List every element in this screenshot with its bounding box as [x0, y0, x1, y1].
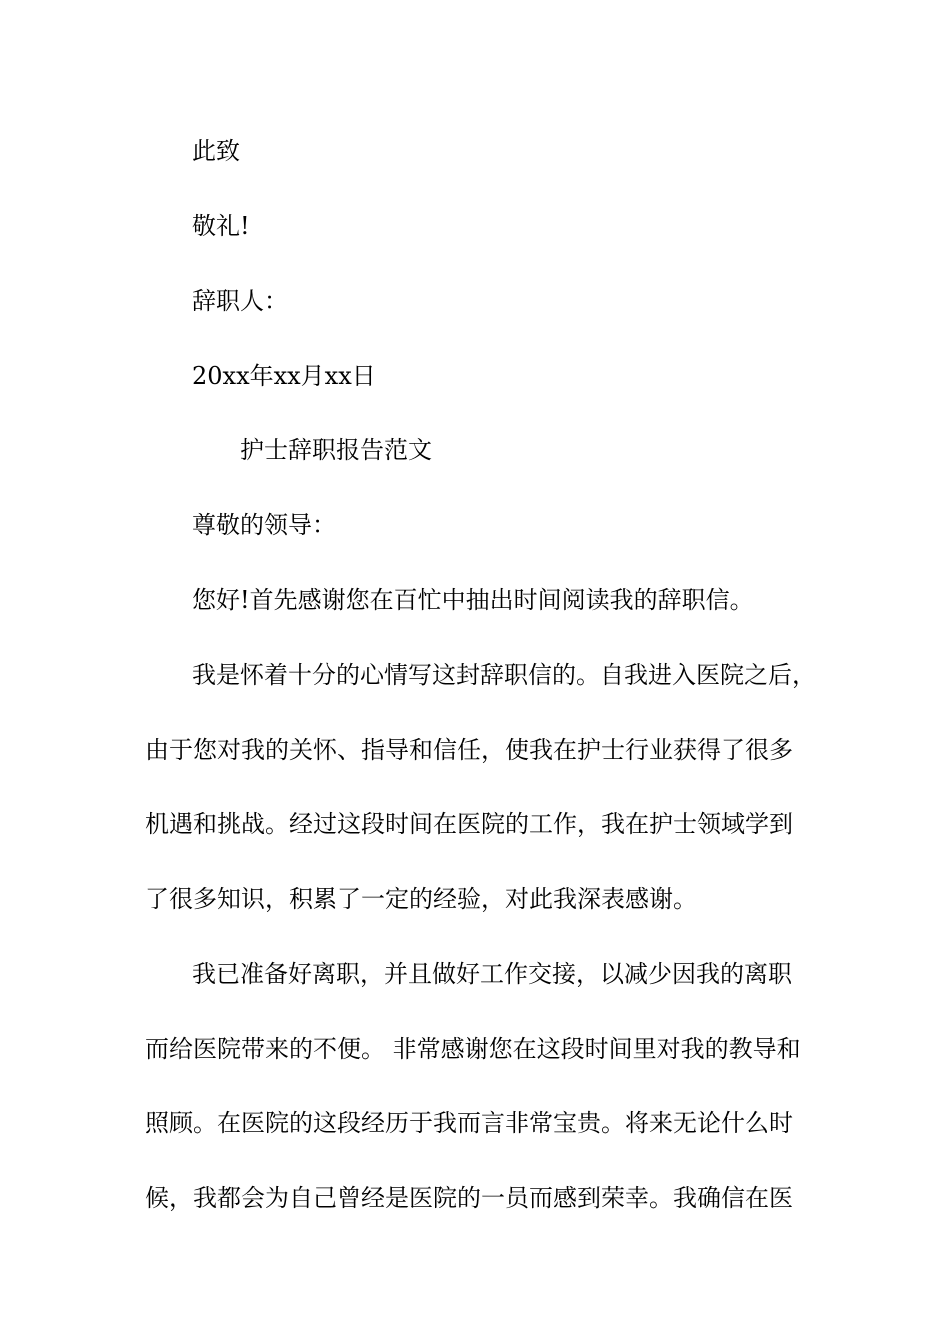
paragraph2-line: 我已准备好离职，并且做好工作交接，以减少因我的离职	[192, 960, 792, 988]
letter-recipient: 尊敬的领导：	[192, 511, 336, 539]
paragraph1-line: 了很多知识，积累了一定的经验，对此我深表感谢。	[145, 885, 697, 913]
paragraph2-line: 而给医院带来的不便。 非常感谢您在这段时间里对我的教导和	[145, 1035, 801, 1063]
paragraph2-line: 照顾。在医院的这段经历于我而言非常宝贵。将来无论什么时	[145, 1109, 793, 1137]
closing-salute: 敬礼!	[192, 212, 250, 240]
paragraph1-line: 机遇和挑战。经过这段时间在医院的工作，我在护士领域学到	[145, 810, 793, 838]
signer-label: 辞职人：	[192, 287, 288, 315]
paragraph1-line: 由于您对我的关怀、指导和信任，使我在护士行业获得了很多	[145, 736, 793, 764]
paragraph2-line: 候，我都会为自己曾经是医院的一员而感到荣幸。我确信在医	[145, 1184, 793, 1212]
letter-opening: 您好!首先感谢您在百忙中抽出时间阅读我的辞职信。	[192, 586, 754, 614]
closing-greeting: 此致	[192, 137, 240, 165]
letter-title: 护士辞职报告范文	[240, 436, 432, 464]
signature-date: 20xx年xx月xx日	[192, 362, 376, 390]
paragraph1-line: 我是怀着十分的心情写这封辞职信的。自我进入医院之后，	[192, 661, 816, 689]
